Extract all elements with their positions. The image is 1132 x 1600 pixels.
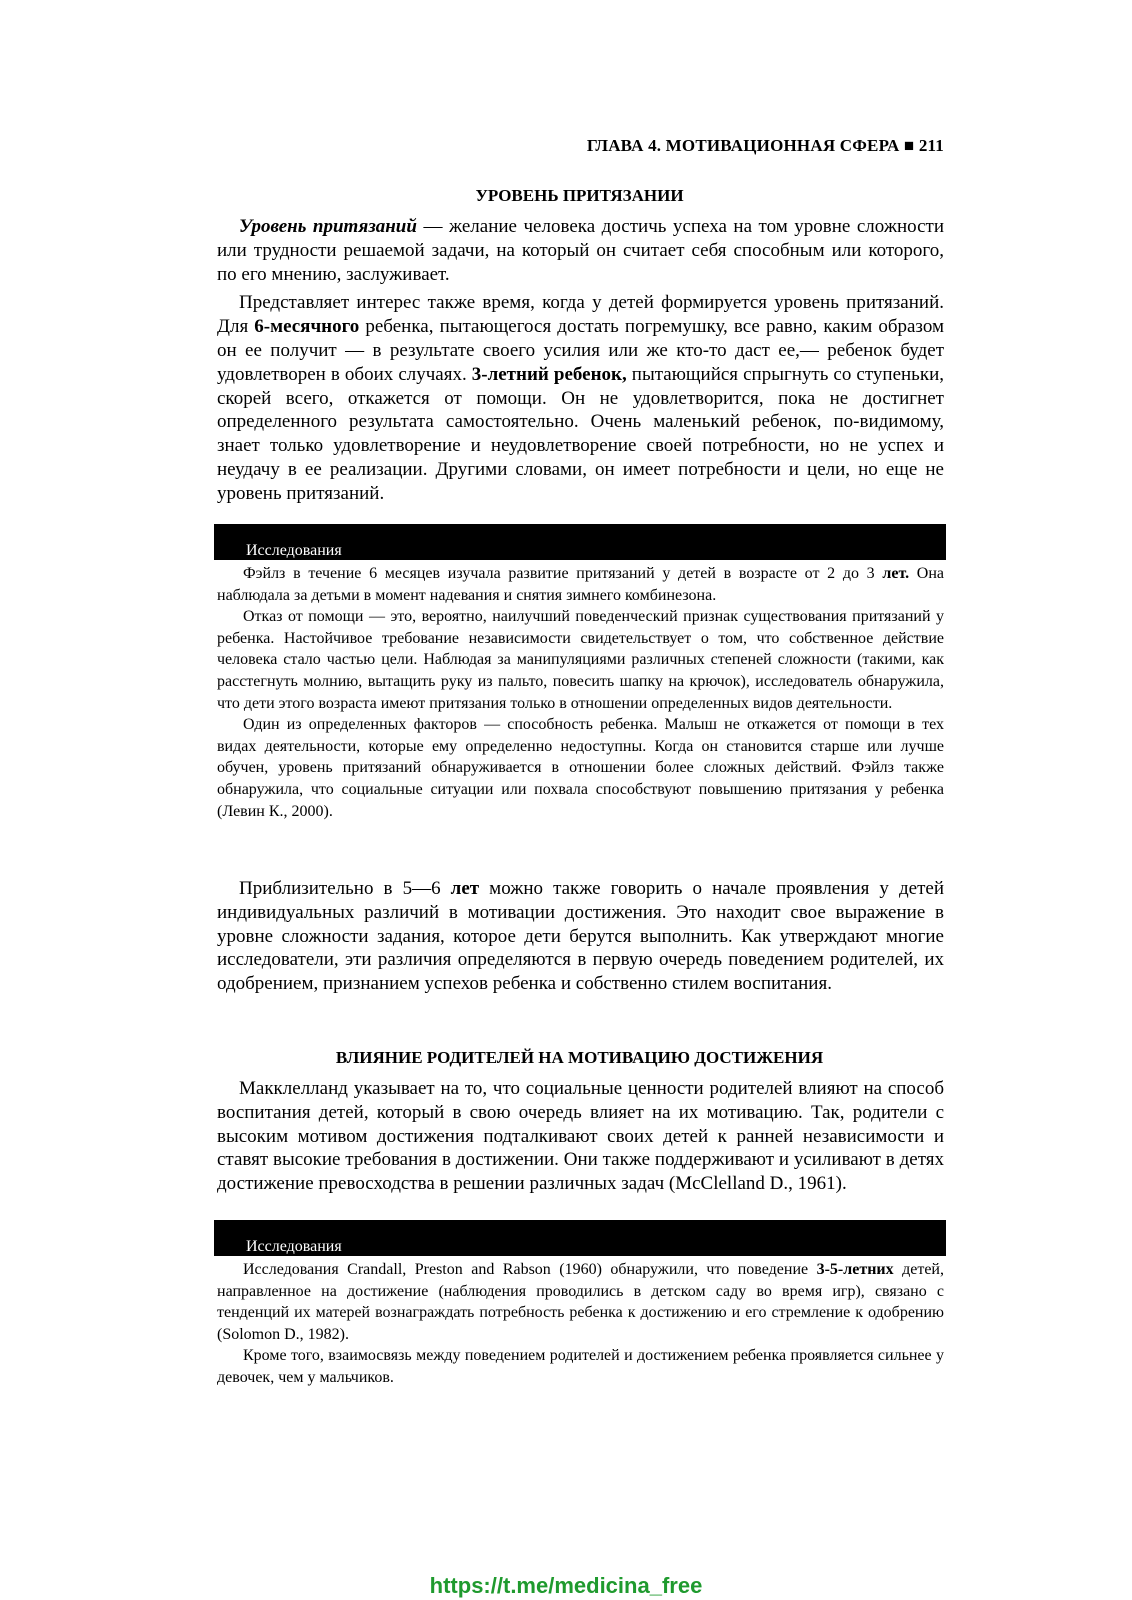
research-header-label: Исследования (246, 542, 342, 559)
research-paragraph (217, 1259, 944, 1345)
emphasis-text: лет (450, 878, 480, 899)
definition-paragraph (217, 215, 944, 286)
section-title-aspiration-level: УРОВЕНЬ ПРИТЯЗАНИИ (475, 186, 684, 205)
emphasis-text: 3-5-летних (816, 1261, 894, 1278)
body-paragraph (217, 877, 944, 996)
research-paragraph: Кроме того, взаимосвязь между поведением родителей и достижением ребенка проявляется сильнее у девочек, чем у мальчиков. (217, 1347, 944, 1386)
text-run: детей, направленное на достижение (наблюдения проводились в детском саду во время игр), связано с тенденций их матерей вознаграждать потребность ребенка к достижению и его стремление к одобрению (Solomon D., 1982). (217, 1261, 944, 1343)
text-run: пытающийся спрыгнуть со ступеньки, скорей всего, откажется от помощи. Он не удовлетворится, пока не достигнет определенного результата самостоятельно. Очень маленький ребенок, по-видимому, знает только удовлетворение и неудовлетворение своей потребности, но не успех и неудачу в ее реализации. Другими словами, он имеет потребности и цели, но еще не уровень притязаний. (217, 363, 944, 504)
footer-link[interactable]: https://t.me/medicina_free (429, 1573, 703, 1598)
section-title-parents-influence: ВЛИЯНИЕ РОДИТЕЛЕЙ НА МОТИВАЦИЮ ДОСТИЖЕНИЯ (335, 1048, 824, 1067)
research-box-crandall (217, 1259, 944, 1389)
emphasis-text: 6-месячного (254, 316, 360, 338)
text-run: Приблизительно в 5—6 (239, 878, 451, 899)
text-run: можно также говорить о начале проявления у детей индивидуальных различий в мотивации достижения. Это находит свое выражение в уровне сложности задания, которое дети берутся выполнить. Как утверждают многие исследователи, эти различия определяются в первую очередь поведением родителей, их одобрением, признанием успехов ребенка и собственно стилем воспитания. (217, 878, 944, 995)
research-header-bar (214, 1220, 946, 1256)
research-paragraph: Один из определенных факторов — способность ребенка. Малыш не откажется от помощи в тех видах деятельности, которые ему определенно недоступны. Когда он становится старше или лучше обучен, уровень притязаний обнаруживается в отношении более сложных действий. Фэйлз также обнаружила, что социальные ситуации или похвала способствуют повышению притязания у ребенка (Левин К., 2000). (217, 716, 944, 820)
text-run: ребенка, пытающегося достать погремушку, все равно, каким образом он ее получит — в результате своего усилия или же кто-то даст ее,— ребенок будет удовлетворен в обоих случаях. (217, 316, 944, 385)
development-paragraph (217, 291, 944, 505)
emphasis-text: 3-летний ребенок, (471, 363, 627, 385)
definition-text: — желание человека достичь успеха на том уровне сложности или трудности решаемой задачи, на который он считает себя способным или которого, по его мнению, заслуживает. (217, 216, 944, 285)
text-run: Представляет интерес также время, когда у детей формируется уровень притязаний. Для (217, 292, 944, 338)
section-aspiration-body (217, 215, 944, 511)
research-box-fails (217, 563, 944, 822)
research-paragraph: Отказ от помощи — это, вероятно, наилучший поведенческий признак существования притязаний у ребенка. Настойчивое требование независимости свидетельствует о том, что собственное действие человека стало частью цели. Наблюдая за манипуляциями различных степеней сложности (такими, как расстегнуть молнию, вытащить руку из пальто, повесить шапку на крючок), исследователь обнаружила, что дети этого возраста имеют притязания только в отношении определенных видов деятельности. (217, 608, 944, 712)
text-run: Фэйлз в течение 6 месяцев изучала развитие притязаний у детей в возрасте от 2 до 3 (243, 565, 883, 582)
text-run: Исследования Crandall, Preston and Rabson (1960) обнаружили, что поведение (243, 1261, 817, 1278)
research-header-bar (214, 524, 946, 560)
research-paragraph (217, 563, 944, 606)
running-head: ГЛАВА 4. МОТИВАЦИОННАЯ СФЕРА ■ 211 (586, 136, 944, 155)
defined-term: Уровень притязаний (239, 216, 417, 237)
individual-differences-body (217, 877, 944, 1001)
text-run: Она наблюдала за детьми в момент надевания и снятия зимнего комбинезона. (217, 565, 945, 604)
section-parents-body (217, 1077, 944, 1201)
body-paragraph: Макклелланд указывает на то, что социальные ценности родителей влияют на способ воспитания детей, который в свою очередь влияет на их мотивацию. Так, родители с высоким мотивом достижения подталкивают своих детей к ранней независимости и ставят высокие требования в достижении. Они также поддерживают и усиливают в детях достижение превосходства в решении различных задач (McClelland D., 1961). (217, 1078, 944, 1195)
research-header-label: Исследования (246, 1238, 342, 1255)
emphasis-text: лет. (882, 565, 910, 582)
